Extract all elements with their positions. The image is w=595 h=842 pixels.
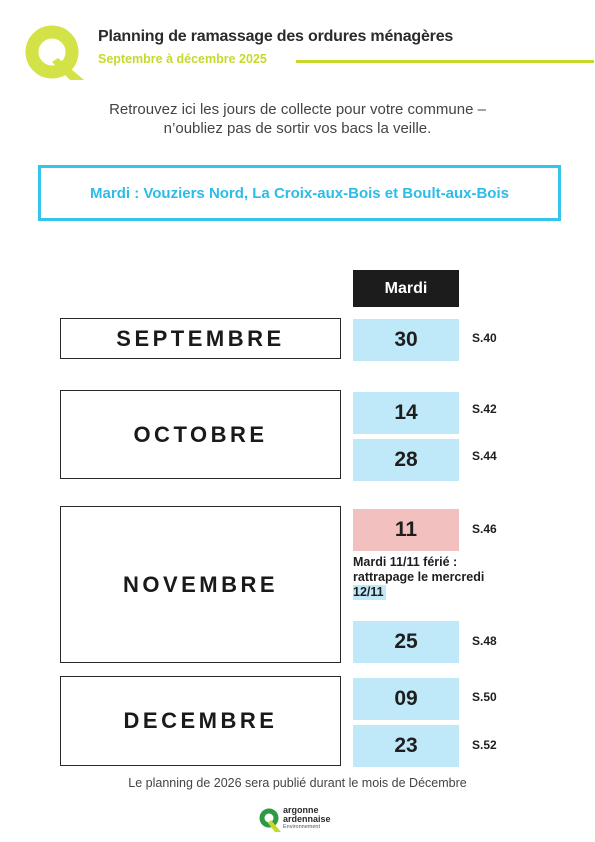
- date-cell: [353, 678, 459, 720]
- brand-logo: [258, 805, 340, 835]
- date-value: 30: [394, 328, 418, 351]
- week-number: S.48: [472, 634, 497, 648]
- month-november: [60, 506, 341, 663]
- brand-wordmark: [283, 806, 331, 831]
- date-cell: [353, 319, 459, 361]
- date-cell: [353, 621, 459, 663]
- intro-line-1: Retrouvez ici les jours de collecte pour votre commune –: [109, 101, 486, 118]
- week-number: S.50: [472, 690, 497, 704]
- week-number: S.44: [472, 449, 497, 463]
- date-cell: [353, 392, 459, 434]
- week-number: S.52: [472, 738, 497, 752]
- week-number: S.42: [472, 402, 497, 416]
- week-number: S.46: [472, 522, 497, 536]
- brand-line-2: ardennaise: [283, 814, 331, 824]
- month-label: OCTOBRE: [133, 421, 268, 447]
- brand-line-3: Environnement: [283, 824, 320, 830]
- subtitle-divider: [296, 60, 594, 63]
- date-value: 11: [394, 518, 418, 541]
- month-october: [60, 390, 341, 479]
- intro-line-2: n’oubliez pas de sortir vos bacs la veille.: [163, 120, 432, 137]
- week-number: S.40: [472, 331, 497, 345]
- month-september: [60, 318, 341, 359]
- month-label: DECEMBRE: [123, 708, 278, 733]
- argonne-q-logo-icon: [22, 22, 88, 82]
- date-cell: [353, 439, 459, 481]
- holiday-note: [353, 555, 523, 600]
- argonne-ardennaise-logo-icon: [258, 807, 282, 833]
- date-cell: [353, 725, 459, 767]
- date-value: 28: [394, 448, 418, 471]
- brand-line-1: argonne: [283, 805, 319, 815]
- page-title: Planning de ramassage des ordures ménagères: [98, 28, 454, 45]
- intro-text: [0, 100, 595, 138]
- holiday-note-line-3: 12/11: [353, 585, 384, 599]
- holiday-note-line-2: rattrapage le mercredi: [353, 570, 485, 584]
- footer-note: Le planning de 2026 sera publié durant le mois de Décembre: [128, 776, 467, 790]
- day-column-header: Mardi: [353, 270, 459, 307]
- month-label: NOVEMBRE: [122, 571, 279, 597]
- date-value: 25: [394, 630, 418, 653]
- date-value: 09: [394, 687, 418, 710]
- month-label: SEPTEMBRE: [116, 325, 285, 351]
- commune-label: Mardi : Vouziers Nord, La Croix-aux-Bois et Boult-aux-Bois: [90, 184, 509, 202]
- date-value: 23: [394, 734, 418, 757]
- date-value: 14: [394, 401, 418, 424]
- page-subtitle: Septembre à décembre 2025: [98, 52, 267, 66]
- commune-box: [38, 165, 561, 221]
- date-cell-holiday: [353, 509, 459, 551]
- holiday-note-line-1: Mardi 11/11 férié :: [353, 555, 458, 569]
- month-december: [60, 676, 341, 766]
